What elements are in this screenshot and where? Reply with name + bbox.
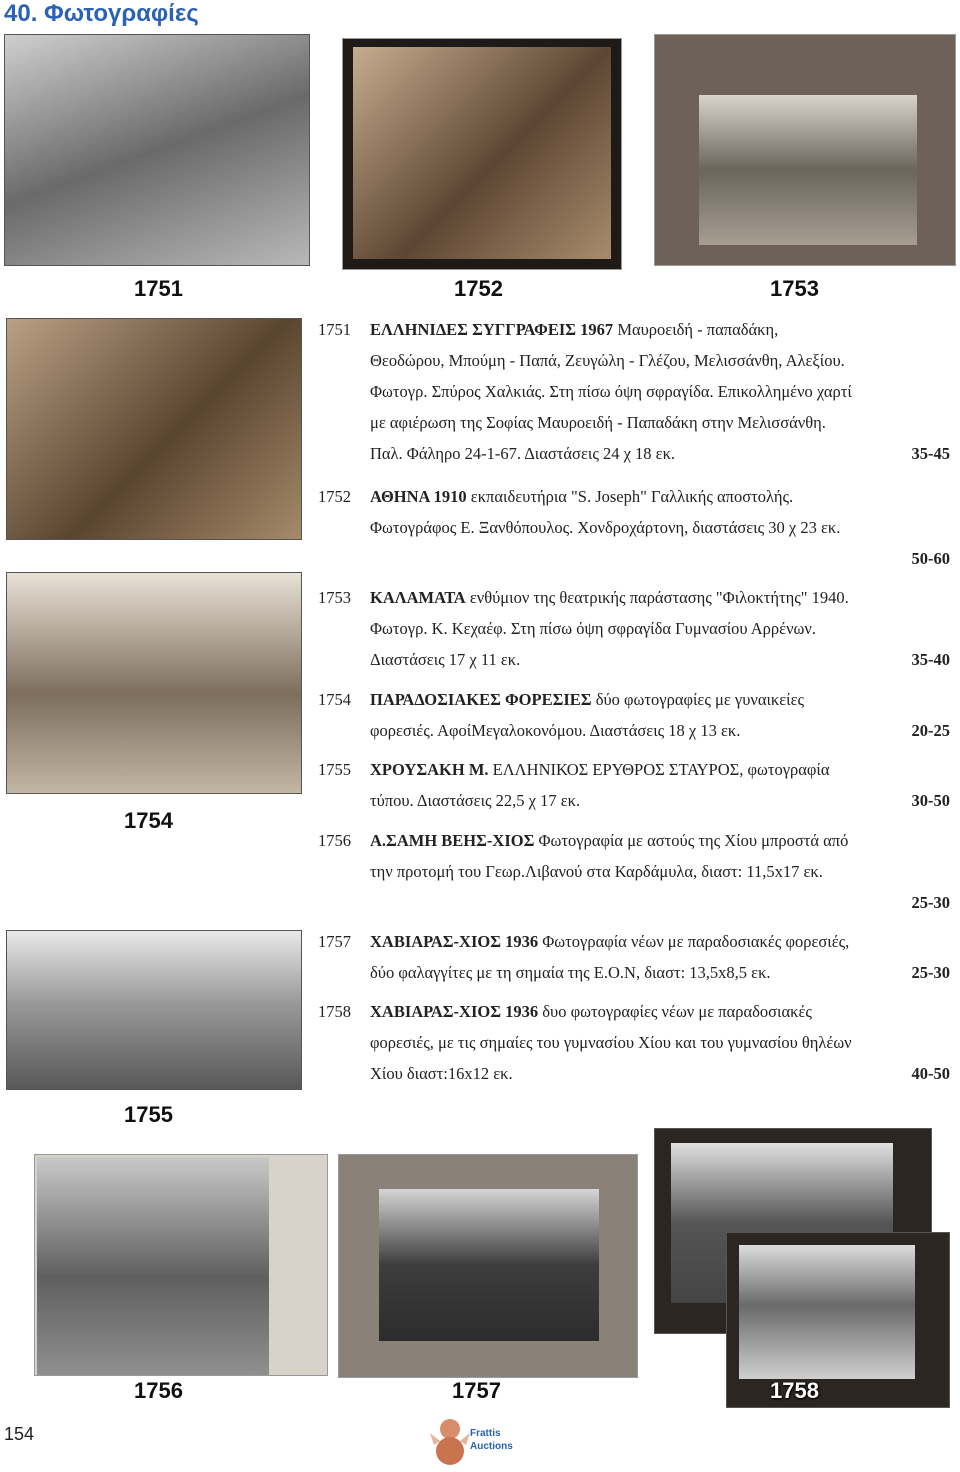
entry-heading: ΕΛΛΗΝΙΔΕΣ ΣΥΓΓΡΑΦΕΙΣ 1967 [370,320,614,339]
entry-1751: 1751 ΕΛΛΗΝΙΔΕΣ ΣΥΓΓΡΑΦΕΙΣ 1967 Μαυροειδή - παπαδάκη, Θεοδώρου, Μπούμη - Παπά, Ζευγώλη - Γλέζου, Μελισσάνθη, Αλεξίου. Φωτογρ. Σπύρος Χαλκιάς. Στη πίσω όψη σφραγίδα. Επικολλημένο χαρτί με αφιέρωση της Σοφίας Μαυροειδή - Παπαδάκη στην Μελισσάνθη. Παλ. Φάληρο 24-1-67. Διαστάσεις 24 χ 18 εκ. 35-45 [318,314,948,474]
price: 35-40 [911,650,950,669]
photo-1751 [4,34,310,266]
label-1751: 1751 [134,276,183,301]
page-title: 40. Φωτογραφίες [4,0,199,27]
label-1757: 1757 [452,1378,501,1403]
photo-1756 [34,1154,328,1376]
price: 35-45 [911,444,950,463]
price: 40-50 [911,1064,950,1083]
photo-1754-b [6,572,302,794]
label-1755: 1755 [124,1102,173,1127]
entry-1752: 1752 ΑΘΗΝΑ 1910 εκπαιδευτήρια "S. Joseph" Γαλλικής αποστολής. Φωτογράφος Ε. Ξανθόπουλος. Χονδροχάρτονη, διαστάσεις 30 χ 23 εκ. 50-60 [318,481,948,581]
entry-1758: 1758 ΧΑΒΙΑΡΑΣ-ΧΙΟΣ 1936 δυο φωτογραφίες νέων με παραδοσιακές φορεσιές, με τις σημαίες του γυμνασίου Χίου και του γυμνασίου θηλέων Χίου διαστ:16x12 εκ. 40-50 [318,996,948,1096]
label-1758: 1758 [770,1378,819,1403]
page-number: 154 [4,1424,35,1444]
photo-1752 [342,38,622,270]
entry-1756: 1756 Α.ΣΑΜΗ ΒΕΗΣ-ΧΙΟΣ Φωτογραφία με αστούς της Χίου μπροστά από την προτομή του Γεωρ.Λιβανού στα Καρδάμυλα, διαστ: 11,5x17 εκ. 25-30 [318,825,948,925]
label-1753: 1753 [770,276,819,301]
label-1754: 1754 [124,808,173,833]
entry-1757: 1757 ΧΑΒΙΑΡΑΣ-ΧΙΟΣ 1936 Φωτογραφία νέων με παραδοσιακές φορεσιές, δύο φαλαγγίτες με τη σημαία της Ε.Ο.Ν, διαστ: 13,5x8,5 εκ. 25-30 [318,926,948,990]
photo-1755 [6,930,302,1090]
label-1756: 1756 [134,1378,183,1403]
entry-1753: 1753 ΚΑΛΑΜΑΤΑ ενθύμιον της θεατρικής παράστασης "Φιλοκτήτης" 1940. Φωτογρ. Κ. Κεχαέφ. Στη πίσω όψη σφραγίδα Γυμνασίου Αρρένων. Διαστάσεις 17 χ 11 εκ. 35-40 [318,582,948,682]
photo-1754-a [6,318,302,540]
photo-1757 [338,1154,638,1378]
photo-1753 [654,34,956,266]
photo-1758-b [726,1232,950,1408]
price: 25-30 [911,893,950,912]
logo-line2: Auctions [470,1441,513,1452]
logo-line1: Frattis [470,1428,501,1439]
entry-1755: 1755 ΧΡΟΥΣΑΚΗ Μ. ΕΛΛΗΝΙΚΟΣ ΕΡΥΘΡΟΣ ΣΤΑΥΡΟΣ, φωτογραφία τύπου. Διαστάσεις 22,5 χ 17 εκ. 30-50 [318,754,948,818]
price: 50-60 [911,549,950,568]
entry-number: 1751 [318,320,351,339]
price: 20-25 [911,721,950,740]
price: 25-30 [911,963,950,982]
entry-1754: 1754 ΠΑΡΑΔΟΣΙΑΚΕΣ ΦΟΡΕΣΙΕΣ δύο φωτογραφίες με γυναικείες φορεσιές. ΑφοίΜεγαλοκονόμου. Διαστάσεις 18 χ 13 εκ. 20-25 [318,684,948,748]
price: 30-50 [911,791,950,810]
label-1752: 1752 [454,276,503,301]
